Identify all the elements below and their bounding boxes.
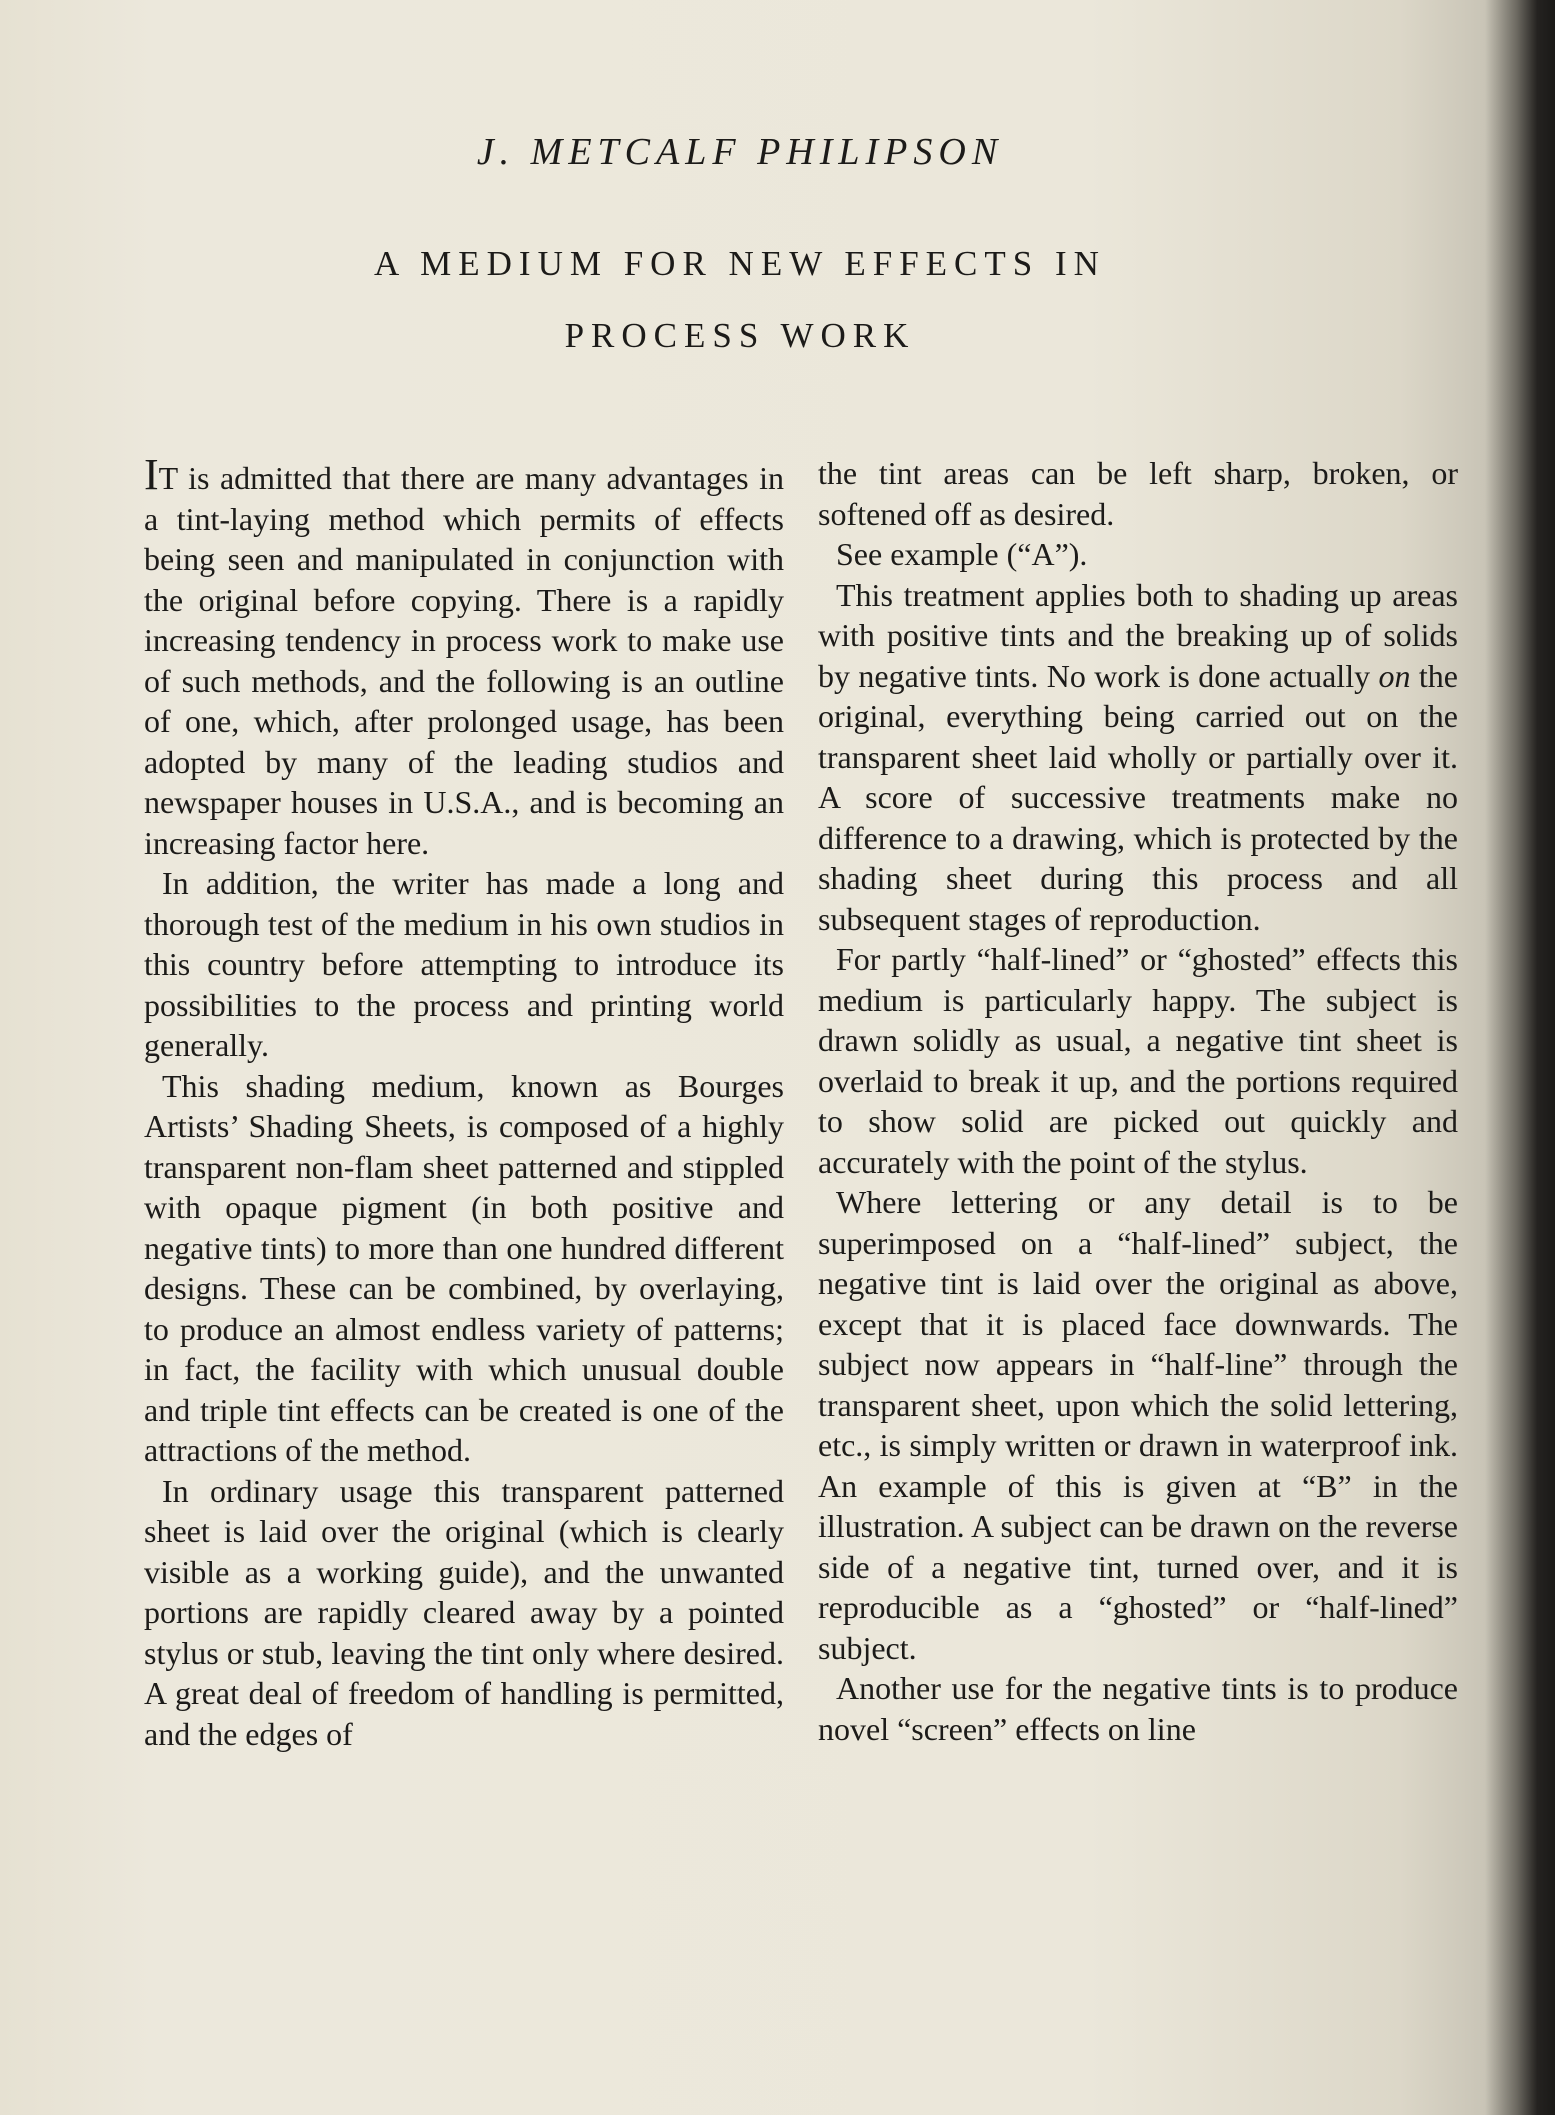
emphasis: on: [1378, 657, 1411, 694]
paragraph-text: This treatment applies both to shading up areas with positive tints and the breaking up of solids by negative tints. No work is done actually: [818, 576, 1458, 694]
paragraph-text: is admitted that there are many advantages in a tint-laying method which permits of effects being seen and manipulated in conjunction with the original before copying. There is a rapidly increasing tendency in process work to make use of such methods, and the following is an outline of one, which, after prolonged usage, has been adopted by many of the leading studios and newspaper houses in U.S.A., and is becoming an increasing factor here.: [144, 460, 784, 861]
title-line-1: A MEDIUM FOR NEW EFFECTS IN: [374, 244, 1106, 283]
left-column: [144, 450, 784, 1754]
author-name: J. METCALF PHILIPSON: [476, 131, 1004, 173]
small-cap-letter: T: [158, 460, 178, 496]
article-title: [140, 228, 1340, 372]
paragraph: In ordinary usage this transparent patterned sheet is laid over the original (which is clearly visible as a working guide), and the unwanted portions are rapidly cleared away by a pointed stylus or stub, leaving the tint only where desired. A great deal of freedom of handling is permitted, and the edges of: [144, 1472, 784, 1752]
paragraph: This shading medium, known as Bourges Artists’ Shading Sheets, is composed of a highly transparent non-flam sheet patterned and stippled with opaque pigment (in both positive and negative tints) to more than one hundred different designs. These can be combined, by overlaying, to produce an almost endless variety of patterns; in fact, the facility with which unusual double and triple tint effects can be created is one of the attractions of the method.: [144, 1067, 784, 1468]
right-column: [818, 453, 1458, 1749]
paragraph: In addition, the writer has made a long and thorough test of the medium in his own studios in this country before attempting to introduce its possibilities to the process and printing world generally.: [144, 865, 784, 1063]
paragraph: See example (“A”).: [836, 536, 1088, 572]
paragraph: For partly “half-lined” or “ghosted” effects this medium is particularly happy. The subject is drawn solidly as usual, a negative tint sheet is overlaid to break it up, and the portions required to show solid are picked out quickly and accurately with the point of the stylus.: [818, 941, 1458, 1180]
title-line-2: PROCESS WORK: [564, 316, 916, 355]
paragraph: Another use for the negative tints is to produce novel “screen” effects on line: [818, 1670, 1458, 1747]
paragraph: [818, 575, 1458, 940]
paragraph: the tint areas can be left sharp, broken, or softened off as desired.: [818, 455, 1458, 532]
initial-letter: I: [144, 450, 159, 499]
paragraph: [144, 450, 784, 863]
paragraph-text: the original, everything being carried out on the transparent sheet laid wholly or partially over it. A score of successive treatments make no difference to a drawing, which is protected by the shading sheet during this process and all subsequent stages of reproduction.: [818, 657, 1459, 937]
binding-shadow: [1485, 0, 1555, 2115]
paragraph: Where lettering or any detail is to be superimposed on a “half-lined” subject, the negative tint is laid over the original as above, except that it is placed face downwards. The subject now appears in “half-line” through the transparent sheet, upon which the solid lettering, etc., is simply written or drawn in waterproof ink. An example of this is given at “B” in the illustration. A subject can be drawn on the reverse side of a negative tint, turned over, and it is reproducible as a “ghosted” or “half-lined” subject.: [818, 1184, 1458, 1666]
